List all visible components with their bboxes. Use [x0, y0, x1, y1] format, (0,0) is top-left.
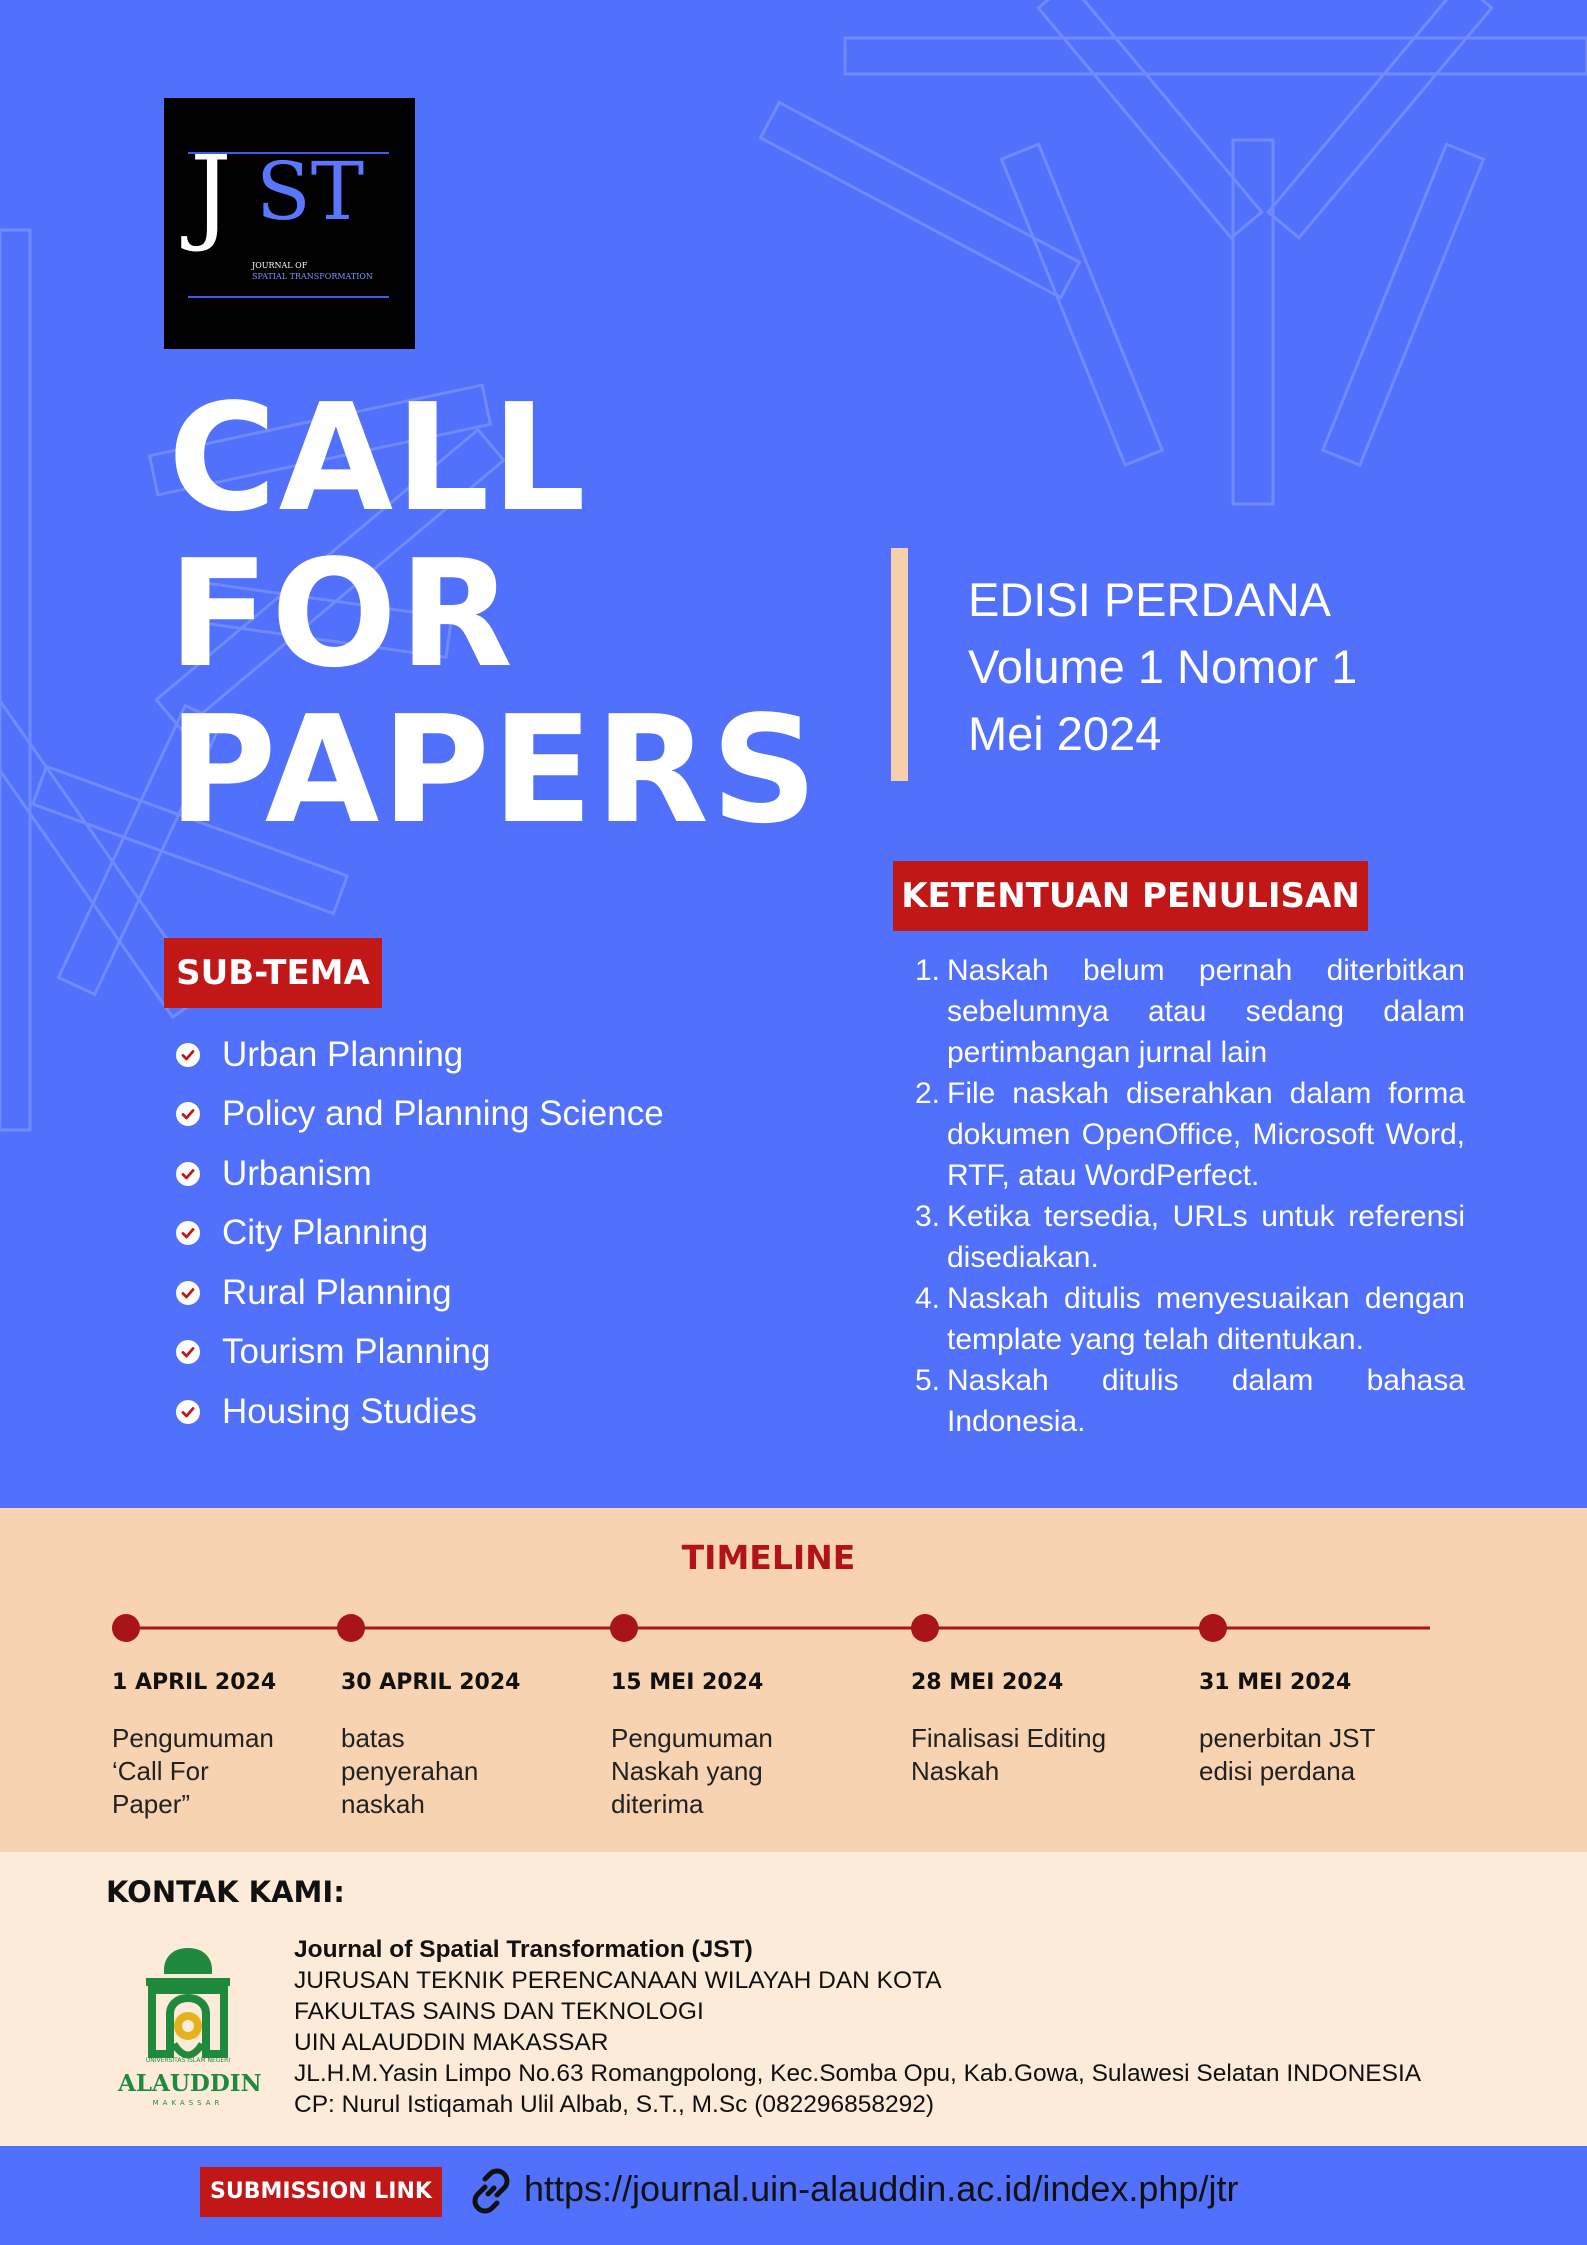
- contact-line: JURUSAN TEKNIK PERENCANAAN WILAYAH DAN KOTA: [294, 1967, 942, 1994]
- timeline-event-desc: penerbitan JST edisi perdana: [1199, 1723, 1376, 1786]
- edition-line1: EDISI PERDANA: [968, 573, 1332, 626]
- ketentuan-item-number: 4.: [915, 1282, 941, 1315]
- contact-line: Journal of Spatial Transformation (JST): [294, 1936, 753, 1963]
- logo-bottom-rule: [188, 296, 389, 298]
- check-icon: [176, 1400, 200, 1424]
- logo-subtitle-line2: SPATIAL TRANSFORMATION: [252, 272, 373, 281]
- subtema-list: [176, 1025, 664, 1442]
- timeline-title: TIMELINE: [681, 1538, 856, 1577]
- headline-line3: PAPERS: [168, 684, 820, 856]
- uin-logo-subtitle: UNIVERSITAS ISLAM NEGERI: [145, 2057, 231, 2064]
- ketentuan-item-number: 3.: [915, 1200, 941, 1233]
- contact-details: [294, 1934, 1421, 2120]
- edition-line3: Mei 2024: [968, 707, 1162, 760]
- ketentuan-item-number: 5.: [915, 1364, 941, 1397]
- timeline-event-date: 15 MEI 2024: [611, 1670, 764, 1695]
- subtema-item: [176, 1323, 664, 1383]
- ketentuan-item: [915, 1073, 1465, 1196]
- subtema-item: [176, 1263, 664, 1323]
- timeline-dot: [337, 1614, 365, 1642]
- ketentuan-item-number: 2.: [915, 1077, 941, 1110]
- contact-line: JL.H.M.Yasin Limpo No.63 Romangpolong, Kec.Somba Opu, Kab.Gowa, Sulawesi Selatan INDONESIA: [294, 2060, 1422, 2087]
- logo-subtitle-line1: JOURNAL OF: [252, 261, 308, 270]
- check-icon: [176, 1102, 200, 1126]
- timeline-event-date: 1 APRIL 2024: [112, 1670, 277, 1695]
- timeline-event: [341, 1670, 541, 1821]
- timeline-dot: [1199, 1614, 1227, 1642]
- contact-line: UIN ALAUDDIN MAKASSAR: [294, 2029, 609, 2056]
- edition-info: [968, 566, 1357, 767]
- subtema-item-label: City Planning: [222, 1213, 429, 1253]
- check-icon: [176, 1221, 200, 1245]
- timeline-event-desc: Pengumuman ‘Call For Paper”: [112, 1723, 274, 1819]
- timeline-event: [1199, 1670, 1399, 1788]
- submission-bar: [0, 2146, 1587, 2245]
- timeline-event: [911, 1670, 1151, 1788]
- subtema-item: [176, 1085, 664, 1145]
- logo-mark-st: ST: [256, 145, 365, 238]
- jst-logo: [164, 98, 415, 349]
- check-icon: [176, 1340, 200, 1364]
- subtema-item-label: Urbanism: [222, 1153, 372, 1193]
- timeline-event-date: 31 MEI 2024: [1199, 1670, 1352, 1695]
- submission-url-link[interactable]: https://journal.uin-alauddin.ac.id/index.php/jtr: [524, 2168, 1239, 2209]
- timeline-section: [0, 1508, 1587, 1852]
- logo-mark-j: J: [190, 133, 232, 255]
- headline-line1: CALL: [168, 372, 588, 544]
- contact-section: [0, 1852, 1587, 2146]
- timeline-event-desc: batas penyerahan naskah: [341, 1723, 479, 1819]
- ketentuan-item: [915, 950, 1465, 1073]
- ketentuan-item: [915, 1278, 1465, 1360]
- timeline-dot: [911, 1614, 939, 1642]
- subtema-item-label: Policy and Planning Science: [222, 1094, 664, 1134]
- subtema-item: [176, 1025, 664, 1085]
- ketentuan-item-text: Naskah ditulis menyesuaikan dengan template yang telah ditentukan.: [947, 1282, 1465, 1356]
- timeline-dot: [112, 1614, 140, 1642]
- timeline-event: [611, 1670, 811, 1821]
- ketentuan-list: [915, 950, 1465, 1442]
- link-icon: [466, 2166, 516, 2216]
- edition-line2: Volume 1 Nomor 1: [968, 640, 1358, 693]
- logo-subtitle: [252, 260, 402, 282]
- contact-line: CP: Nurul Istiqamah Ulil Albab, S.T., M.Sc (082296858292): [294, 2091, 935, 2118]
- subtema-item: [176, 1144, 664, 1204]
- subtema-item-label: Tourism Planning: [222, 1332, 491, 1372]
- contact-line: FAKULTAS SAINS DAN TEKNOLOGI: [294, 1998, 704, 2025]
- timeline-dot: [610, 1614, 638, 1642]
- subtema-label: SUB-TEMA: [164, 938, 382, 1008]
- check-icon: [176, 1162, 200, 1186]
- ketentuan-label: KETENTUAN PENULISAN: [893, 861, 1368, 931]
- ketentuan-item-text: Naskah ditulis dalam bahasa Indonesia.: [947, 1364, 1465, 1438]
- uin-logo-name: ALAUDDIN: [118, 2070, 262, 2097]
- ketentuan-item-number: 1.: [915, 954, 941, 987]
- ketentuan-item-text: File naskah diserahkan dalam forma dokumen OpenOffice, Microsoft Word, RTF, atau WordPerfect.: [947, 1077, 1465, 1192]
- timeline-event: [112, 1670, 312, 1821]
- timeline-event-desc: Finalisasi Editing Naskah: [911, 1723, 1107, 1786]
- subtema-item: [176, 1382, 664, 1442]
- submission-link-label: SUBMISSION LINK: [200, 2167, 442, 2217]
- subtema-item-label: Urban Planning: [222, 1034, 464, 1074]
- contact-title: KONTAK KAMI:: [106, 1875, 345, 1909]
- ketentuan-item: [915, 1196, 1465, 1278]
- timeline-event-date: 30 APRIL 2024: [341, 1670, 521, 1695]
- ketentuan-item-text: Naskah belum pernah diterbitkan sebelumnya atau sedang dalam pertimbangan jurnal lain: [947, 954, 1465, 1069]
- uin-logo-city: MAKASSAR: [152, 2099, 224, 2107]
- ketentuan-item: [915, 1360, 1465, 1442]
- check-icon: [176, 1281, 200, 1305]
- edition-accent-bar: [891, 548, 908, 781]
- timeline-event-desc: Pengumuman Naskah yang diterima: [611, 1723, 773, 1819]
- subtema-item-label: Housing Studies: [222, 1391, 477, 1431]
- subtema-item-label: Rural Planning: [222, 1272, 452, 1312]
- ketentuan-item-text: Ketika tersedia, URLs untuk referensi disediakan.: [947, 1200, 1465, 1274]
- headline-line2: FOR: [168, 528, 515, 700]
- check-icon: [176, 1043, 200, 1067]
- headline: [168, 372, 820, 856]
- timeline-event-date: 28 MEI 2024: [911, 1670, 1064, 1695]
- subtema-item: [176, 1204, 664, 1264]
